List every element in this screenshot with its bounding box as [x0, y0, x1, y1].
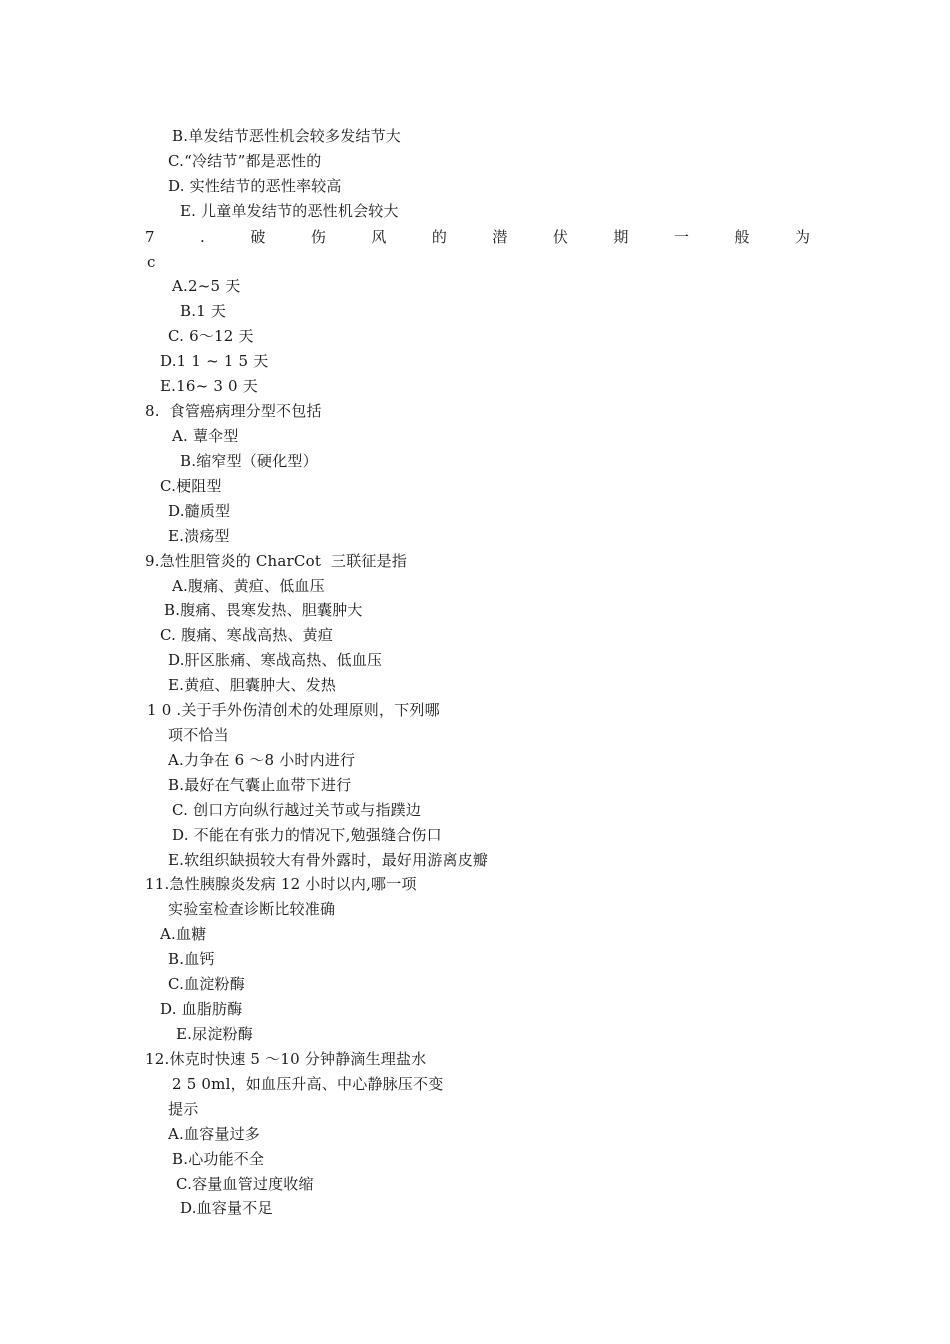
q12-question-cont2: 提示	[168, 1100, 199, 1118]
q10-option-a: A.力争在 6 ～8 小时内进行	[168, 751, 356, 769]
q7-char: 一	[673, 228, 689, 246]
q7-char: 7	[145, 228, 155, 246]
q10-question: 1 0 .关于手外伤清创术的处理原则，下列哪	[147, 701, 440, 719]
q7-char: 的	[431, 228, 447, 246]
q11-option-c: C.血淀粉酶	[168, 975, 245, 993]
q12-question: 12.休克时快速 5 ～10 分钟静滴生理盐水	[145, 1050, 427, 1068]
q7-char: 期	[613, 228, 629, 246]
q11-question: 11.急性胰腺炎发病 12 小时以内,哪一项	[145, 875, 417, 893]
q8-option-a: A. 蕈伞型	[172, 427, 239, 445]
q7-char: 潜	[492, 228, 508, 246]
q7-option-c: C. 6～12 天	[168, 327, 254, 345]
q7-char: 为	[794, 228, 810, 246]
q8-option-c: C.梗阻型	[160, 477, 222, 495]
q7-char: 破	[250, 228, 266, 246]
q6-option-c: C.“冷结节”都是恶性的	[168, 152, 322, 170]
q9-option-a: A.腹痛、黄疸、低血压	[172, 577, 325, 595]
q9-option-d: D.肝区胀痛、寒战高热、低血压	[168, 651, 383, 669]
q8-option-e: E.溃疡型	[168, 527, 230, 545]
q9-option-c: C. 腹痛、寒战高热、黄疸	[160, 626, 334, 644]
q7-option-e: E.16~ 3 0 天	[160, 377, 258, 395]
q9-option-e: E.黄疸、胆囊肿大、发热	[168, 676, 337, 694]
q7-char: 风	[371, 228, 387, 246]
q11-option-b: B.血钙	[168, 950, 215, 968]
q8-option-b: B.缩窄型（硬化型）	[180, 452, 318, 470]
q12-option-a: A.血容量过多	[168, 1125, 261, 1143]
q7-answer: c	[147, 253, 156, 271]
q11-option-a: A.血糖	[160, 925, 207, 943]
q7-option-d: D.1 1 ~ 1 5 天	[160, 352, 269, 370]
q11-option-e: E.尿淀粉酶	[176, 1025, 253, 1043]
q12-option-c: C.容量血管过度收缩	[176, 1175, 314, 1193]
q10-option-d: D. 不能在有张力的情况下,勉强缝合伤口	[172, 826, 442, 844]
q9-question: 9.急性胆管炎的 CharCot 三联征是指	[145, 552, 408, 570]
q7-option-b: B.1 天	[180, 302, 227, 320]
q9-option-b: B.腹痛、畏寒发热、胆囊肿大	[164, 601, 363, 619]
q12-question-cont: 2 5 0ml，如血压升高、中心静脉压不变	[172, 1075, 444, 1093]
q11-question-cont: 实验室检查诊断比较准确	[168, 900, 336, 918]
q7-char: 伤	[310, 228, 326, 246]
q10-option-b: B.最好在气囊止血带下进行	[168, 776, 352, 794]
q7-option-a: A.2~5 天	[172, 277, 241, 295]
q11-option-d: D. 血脂肪酶	[160, 1000, 243, 1018]
q6-option-e: E. 儿童单发结节的恶性机会较大	[180, 202, 399, 220]
q8-option-d: D.髓质型	[168, 502, 231, 520]
q10-option-c: C. 创口方向纵行越过关节或与指蹼边	[172, 801, 422, 819]
q12-option-d: D.血容量不足	[180, 1199, 273, 1217]
q6-option-b: B.单发结节恶性机会较多发结节大	[172, 127, 401, 145]
q7-question	[145, 227, 810, 247]
q12-option-b: B.心功能不全	[172, 1150, 265, 1168]
q10-question-cont: 项不恰当	[168, 726, 229, 744]
q7-char: 般	[734, 228, 750, 246]
q8-question: 8. 食管癌病理分型不包括	[145, 402, 322, 420]
q6-option-d: D. 实性结节的恶性率较高	[168, 177, 342, 195]
q10-option-e: E.软组织缺损较大有骨外露时，最好用游离皮瓣	[168, 851, 489, 869]
q7-char: 伏	[552, 228, 568, 246]
q7-char: .	[200, 228, 205, 246]
